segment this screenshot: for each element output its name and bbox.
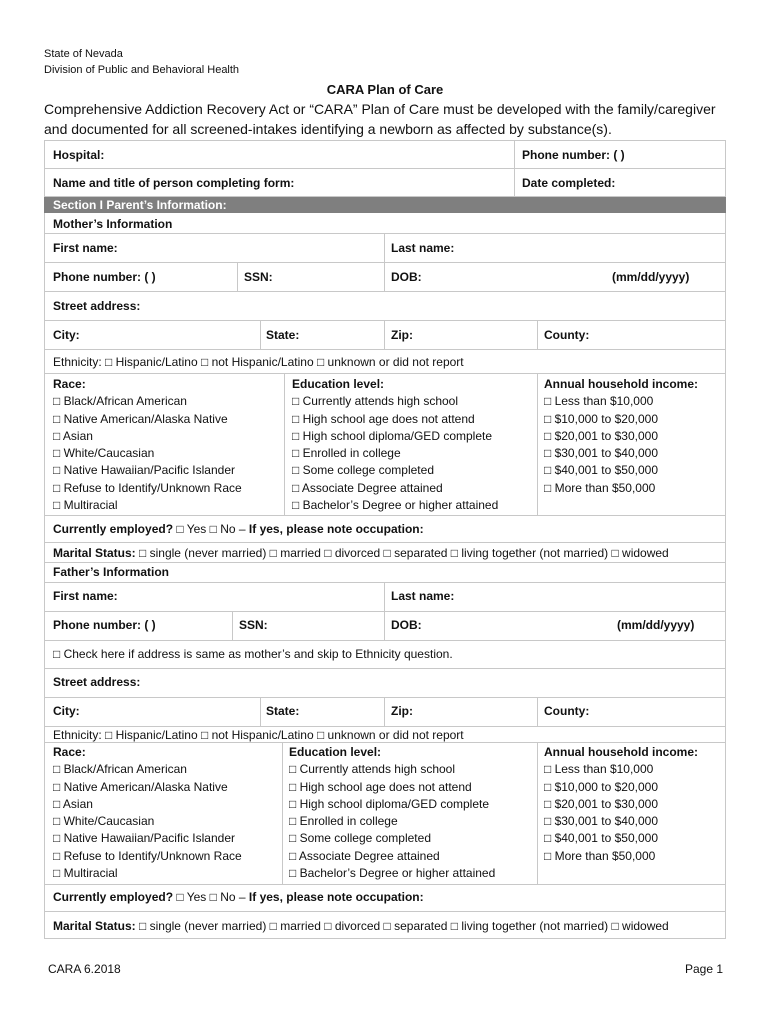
income-option[interactable]: □ $30,001 to $40,000 — [544, 814, 659, 829]
father-marital-row[interactable] — [53, 919, 669, 933]
mother-dob-field[interactable]: DOB: — [391, 270, 422, 284]
page-title: CARA Plan of Care — [326, 82, 444, 97]
income-option[interactable]: □ More than $50,000 — [544, 848, 656, 863]
education-option[interactable]: □ Bachelor’s Degree or higher attained — [292, 498, 499, 513]
father-city-field[interactable]: City: — [53, 704, 80, 718]
father-occupation-label: If yes, please note occupation: — [248, 890, 424, 904]
form-code: CARA 6.2018 — [48, 962, 121, 976]
race-option[interactable]: □ Asian — [53, 428, 93, 443]
mother-ethnicity-options[interactable]: Ethnicity: □ Hispanic/Latino □ not Hispanic/Latino □ unknown or did not report — [53, 355, 464, 369]
mother-employment-row[interactable] — [53, 522, 424, 536]
race-option[interactable]: □ Native Hawaiian/Pacific Islander — [53, 463, 235, 478]
income-option[interactable]: □ $40,001 to $50,000 — [544, 831, 659, 846]
mother-employed-options[interactable]: □ Yes □ No – — [173, 522, 249, 536]
mother-state-field[interactable]: State: — [266, 328, 300, 342]
father-same-address-checkbox[interactable]: □ Check here if address is same as mother’s and skip to Ethnicity question. — [53, 647, 453, 661]
mother-city-field[interactable]: City: — [53, 328, 80, 342]
father-last-name-field[interactable]: Last name: — [391, 589, 455, 603]
hospital-phone-field[interactable]: Phone number: ( ) — [522, 148, 625, 162]
income-option[interactable]: □ $30,001 to $40,000 — [544, 446, 659, 461]
father-income-label: Annual household income: — [544, 745, 699, 759]
father-employed-options[interactable]: □ Yes □ No – — [173, 890, 249, 904]
education-option[interactable]: □ High school diploma/GED complete — [289, 796, 490, 811]
father-marital-label: Marital Status: — [53, 919, 136, 933]
income-option[interactable]: □ $10,000 to $20,000 — [544, 411, 659, 426]
race-option[interactable]: □ Refuse to Identify/Unknown Race — [53, 848, 242, 863]
race-option[interactable]: □ White/Caucasian — [53, 446, 155, 461]
father-phone-field[interactable]: Phone number: ( ) — [53, 618, 156, 632]
income-option[interactable]: □ More than $50,000 — [544, 480, 656, 495]
race-option[interactable]: □ Asian — [53, 796, 93, 811]
mother-race-label: Race: — [53, 377, 86, 391]
mother-dob-format: (mm/dd/yyyy) — [612, 270, 690, 284]
education-option[interactable]: □ Bachelor’s Degree or higher attained — [289, 866, 496, 881]
income-option[interactable]: □ $20,001 to $30,000 — [544, 796, 659, 811]
mother-street-field[interactable]: Street address: — [53, 299, 141, 313]
cara-form — [44, 140, 726, 939]
father-zip-field[interactable]: Zip: — [391, 704, 413, 718]
mother-zip-field[interactable]: Zip: — [391, 328, 413, 342]
education-option[interactable]: □ Some college completed — [289, 831, 431, 846]
father-marital-options[interactable]: □ single (never married) □ married □ divorced □ separated □ living together (not married) □ widowed — [135, 919, 669, 933]
race-option[interactable]: □ Refuse to Identify/Unknown Race — [53, 480, 242, 495]
income-option[interactable]: □ Less than $10,000 — [544, 394, 654, 409]
father-ssn-field[interactable]: SSN: — [239, 618, 268, 632]
mother-education-label: Education level: — [292, 377, 385, 391]
race-option[interactable]: □ Black/African American — [53, 762, 187, 777]
father-heading: Father’s Information — [53, 565, 170, 579]
mother-ssn-field[interactable]: SSN: — [244, 270, 273, 284]
intro-line-2: and documented for all screened-intakes identifying a newborn as affected by substance(s). — [44, 121, 612, 137]
education-option[interactable]: □ Associate Degree attained — [289, 848, 440, 863]
father-first-name-field[interactable]: First name: — [53, 589, 118, 603]
mother-heading: Mother’s Information — [53, 217, 173, 231]
income-option[interactable]: □ $40,001 to $50,000 — [544, 463, 659, 478]
mother-employed-label: Currently employed? — [53, 522, 174, 536]
mother-county-field[interactable]: County: — [544, 328, 590, 342]
father-dob-format: (mm/dd/yyyy) — [617, 618, 695, 632]
race-option[interactable]: □ White/Caucasian — [53, 814, 155, 829]
education-option[interactable]: □ High school diploma/GED complete — [292, 428, 493, 443]
father-race-label: Race: — [53, 745, 86, 759]
intro-line-1: Comprehensive Addiction Recovery Act or “CARA” Plan of Care must be developed with the family/caregiver — [44, 101, 716, 117]
income-option[interactable]: □ Less than $10,000 — [544, 762, 654, 777]
hospital-field[interactable]: Hospital: — [53, 148, 105, 162]
section-1-bar: Section I Parent’s Information: — [44, 197, 726, 213]
education-option[interactable]: □ Currently attends high school — [292, 394, 459, 409]
education-option[interactable]: □ Some college completed — [292, 463, 434, 478]
mother-race-list[interactable] — [53, 376, 242, 514]
race-option[interactable]: □ Native American/Alaska Native — [53, 779, 228, 794]
education-option[interactable]: □ Associate Degree attained — [292, 480, 443, 495]
race-option[interactable]: □ Multiracial — [53, 498, 118, 513]
mother-phone-field[interactable]: Phone number: ( ) — [53, 270, 156, 284]
race-option[interactable]: □ Black/African American — [53, 394, 187, 409]
state-name: State of Nevada — [44, 48, 123, 60]
income-option[interactable]: □ $10,000 to $20,000 — [544, 779, 659, 794]
mother-income-list[interactable] — [544, 376, 698, 497]
mother-marital-label: Marital Status: — [53, 546, 136, 560]
father-county-field[interactable]: County: — [544, 704, 590, 718]
mother-first-name-field[interactable]: First name: — [53, 241, 118, 255]
race-option[interactable]: □ Native American/Alaska Native — [53, 411, 228, 426]
mother-education-list[interactable] — [292, 376, 498, 514]
father-income-list[interactable] — [544, 744, 698, 865]
father-employment-row[interactable] — [53, 890, 424, 904]
father-street-field[interactable]: Street address: — [53, 675, 141, 689]
father-dob-field[interactable]: DOB: — [391, 618, 422, 632]
education-option[interactable]: □ Enrolled in college — [292, 446, 401, 461]
education-option[interactable]: □ Currently attends high school — [289, 762, 456, 777]
page-number: Page 1 — [685, 962, 724, 976]
father-state-field[interactable]: State: — [266, 704, 300, 718]
education-option[interactable]: □ High school age does not attend — [289, 779, 472, 794]
mother-income-label: Annual household income: — [544, 377, 699, 391]
mother-last-name-field[interactable]: Last name: — [391, 241, 455, 255]
mother-occupation-label: If yes, please note occupation: — [248, 522, 424, 536]
education-option[interactable]: □ Enrolled in college — [289, 814, 398, 829]
race-option[interactable]: □ Multiracial — [53, 866, 118, 881]
division-name: Division of Public and Behavioral Health — [44, 64, 240, 76]
father-ethnicity-options[interactable]: Ethnicity: □ Hispanic/Latino □ not Hispanic/Latino □ unknown or did not report — [53, 728, 464, 742]
mother-marital-options[interactable]: □ single (never married) □ married □ divorced □ separated □ living together (not married) □ widowed — [135, 546, 669, 560]
income-option[interactable]: □ $20,001 to $30,000 — [544, 428, 659, 443]
father-education-label: Education level: — [289, 745, 382, 759]
father-education-list[interactable] — [289, 744, 495, 882]
race-option[interactable]: □ Native Hawaiian/Pacific Islander — [53, 831, 235, 846]
mother-marital-row[interactable] — [53, 546, 669, 560]
date-completed-field[interactable]: Date completed: — [522, 176, 616, 190]
father-race-list[interactable] — [53, 744, 242, 882]
father-employed-label: Currently employed? — [53, 890, 174, 904]
education-option[interactable]: □ High school age does not attend — [292, 411, 475, 426]
completer-name-field[interactable]: Name and title of person completing form: — [53, 176, 295, 190]
